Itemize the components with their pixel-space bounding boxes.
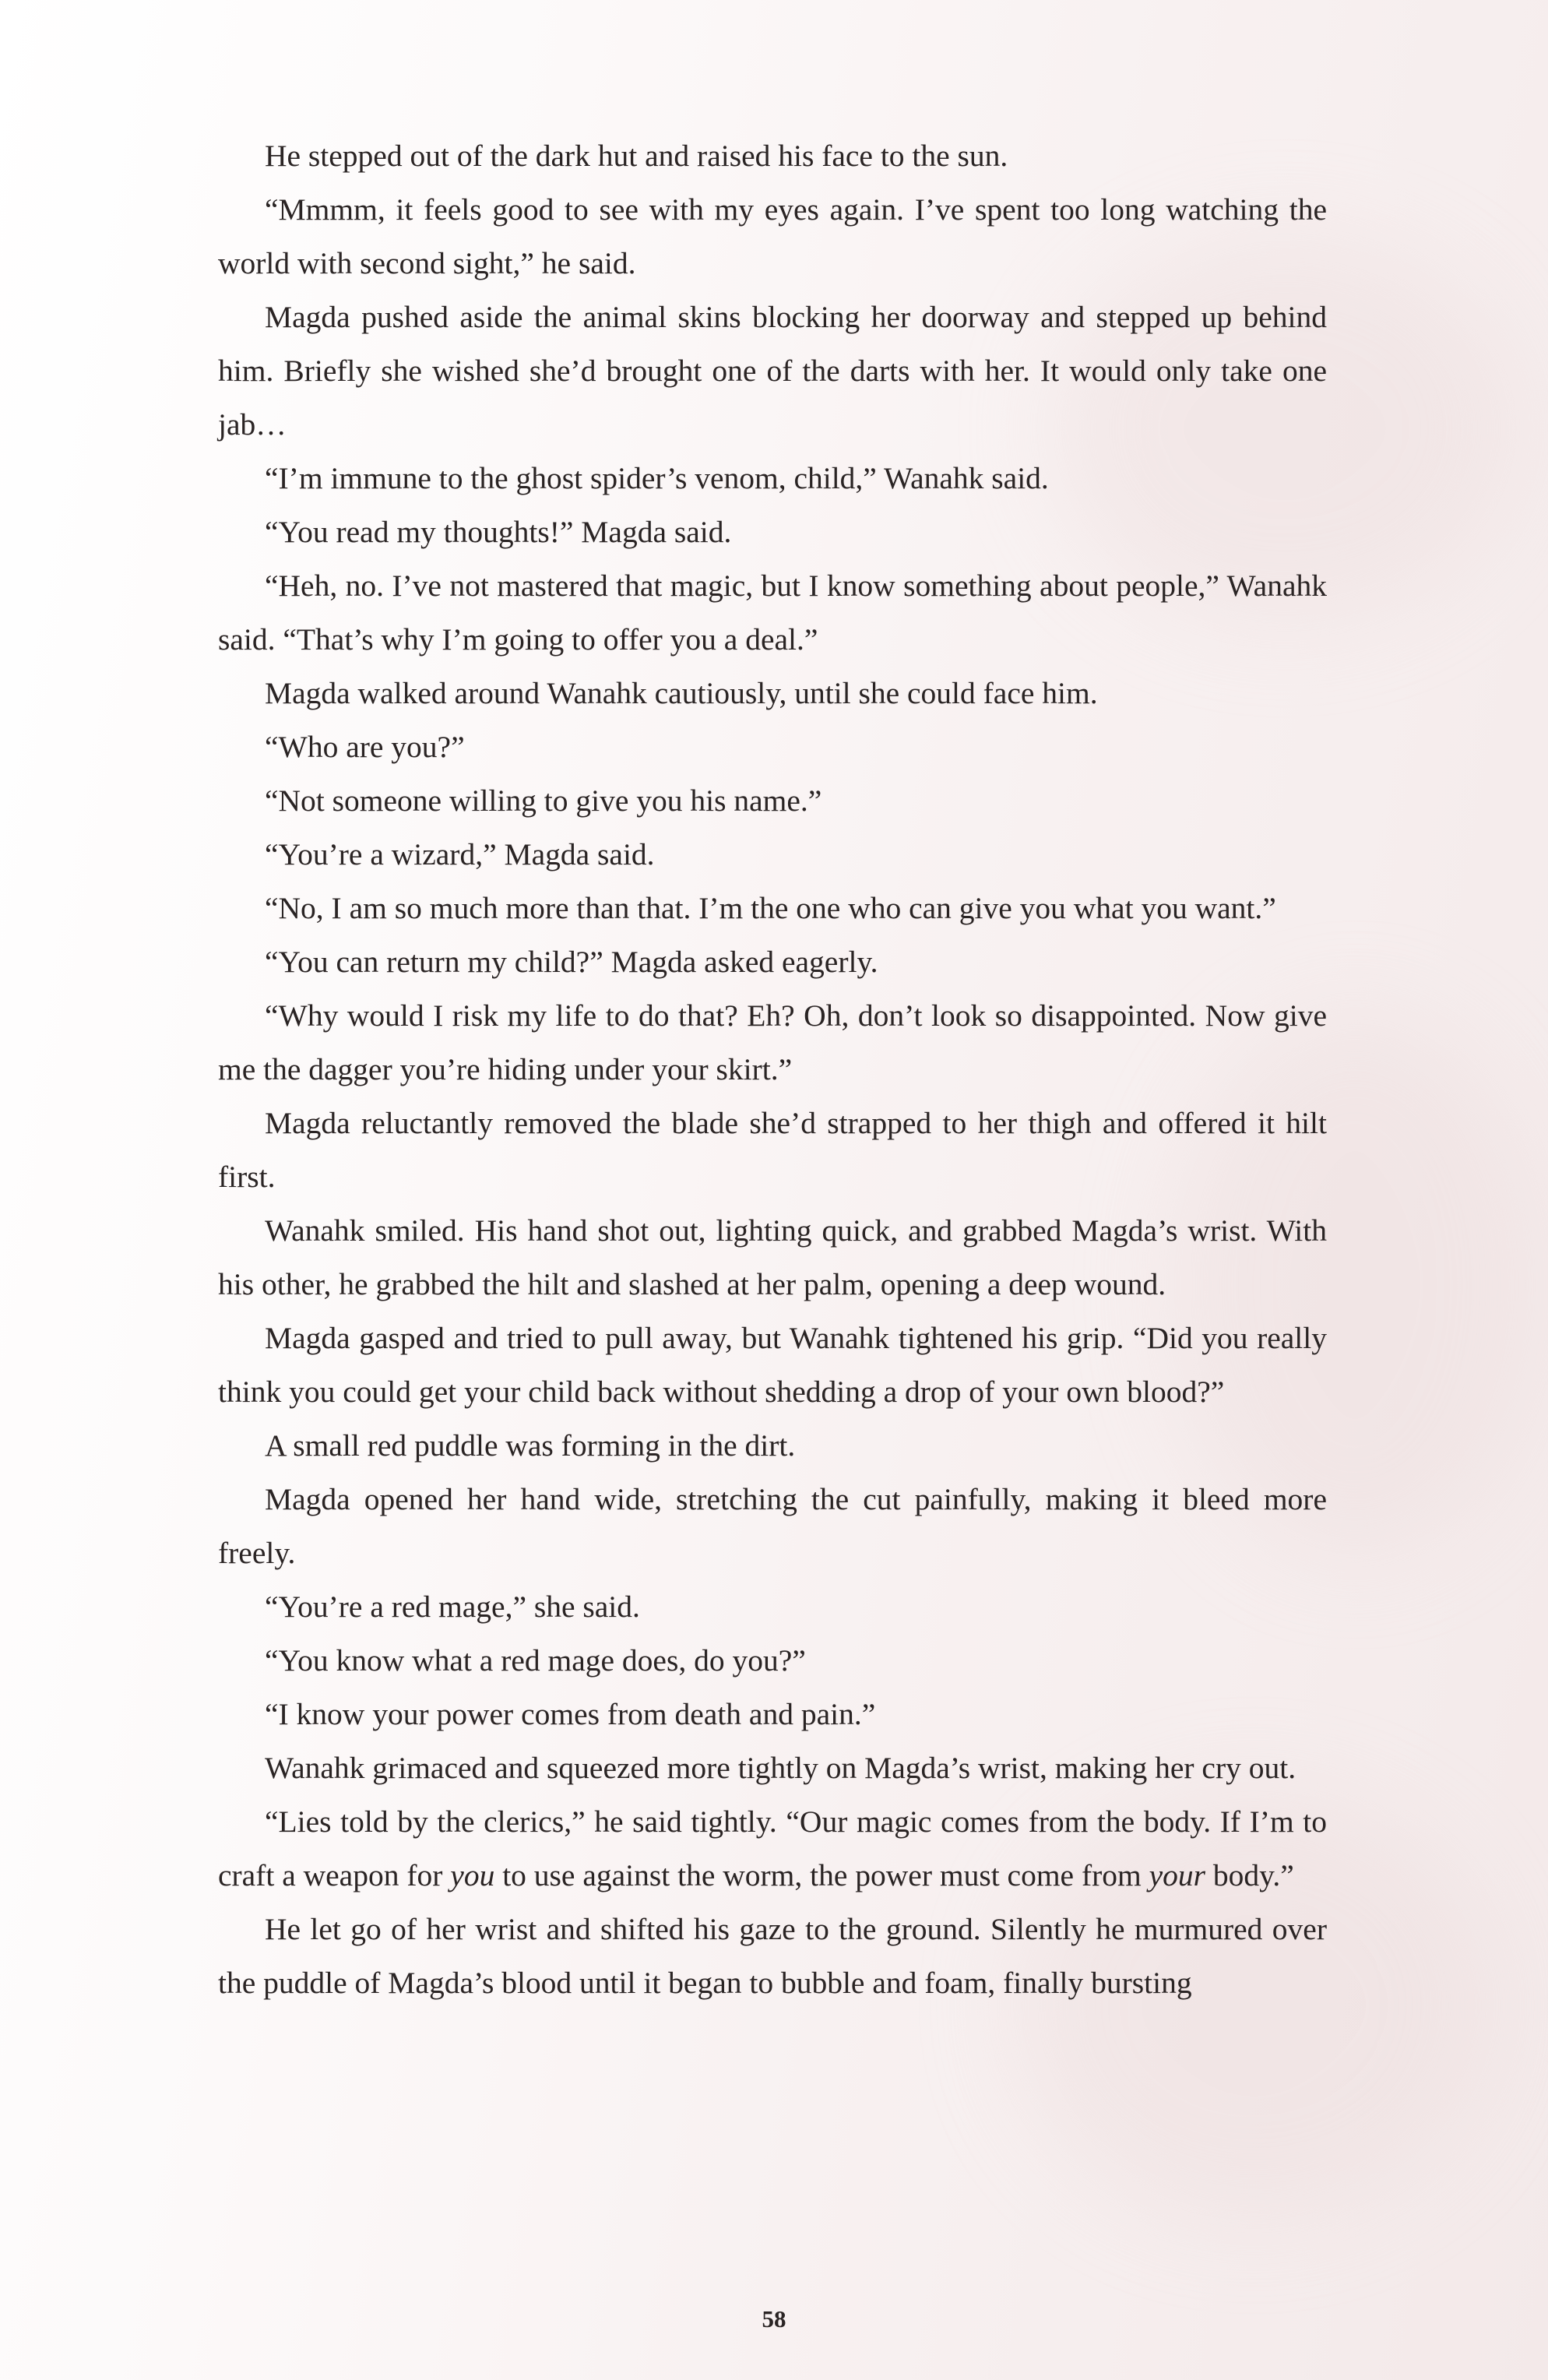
body-text <box>218 129 1327 2010</box>
paragraph: “You can return my child?” Magda asked eagerly. <box>265 945 878 979</box>
paragraph-text: “Lies told by the clerics,” he said tightly. “Our magic comes from the body. If I’m to craft a weapon for <box>218 1804 1327 1892</box>
paragraph: “Not someone willing to give you his name.” <box>265 783 822 818</box>
paragraph: “You know what a red mage does, do you?” <box>265 1643 806 1678</box>
paragraph: “You’re a red mage,” she said. <box>265 1590 640 1624</box>
page-number: 58 <box>762 2305 786 2332</box>
paragraph: “Why would I risk my life to do that? Eh? Oh, don’t look so disappointed. Now give me the dagger you’re hiding under your skirt.” <box>218 998 1327 1086</box>
emphasis-text: your <box>1149 1858 1206 1892</box>
paragraph: He stepped out of the dark hut and raised his face to the sun. <box>265 139 1008 173</box>
paragraph: “Heh, no. I’ve not mastered that magic, but I know something about people,” Wanahk said. “That’s why I’m going to offer you a deal.” <box>218 569 1327 657</box>
paragraph: Magda walked around Wanahk cautiously, until she could face him. <box>265 676 1098 710</box>
paragraph: “I’m immune to the ghost spider’s venom, child,” Wanahk said. <box>265 461 1049 495</box>
paragraph: “You read my thoughts!” Magda said. <box>265 515 732 549</box>
paragraph: “I know your power comes from death and pain.” <box>265 1697 876 1731</box>
emphasis-text: you <box>450 1858 495 1892</box>
paragraph: A small red puddle was forming in the dirt. <box>265 1428 796 1463</box>
paragraph: “Who are you?” <box>265 730 465 764</box>
paragraph: “No, I am so much more than that. I’m the one who can give you what you want.” <box>265 891 1276 925</box>
paragraph: Magda reluctantly removed the blade she’d strapped to her thigh and offered it hilt first. <box>218 1106 1327 1194</box>
paragraph-text: body.” <box>1205 1858 1294 1892</box>
paragraph: “Mmmm, it feels good to see with my eyes again. I’ve spent too long watching the world with second sight,” he said. <box>218 192 1327 280</box>
paragraph: He let go of her wrist and shifted his gaze to the ground. Silently he murmured over the puddle of Magda’s blood until it began to bubble and foam, finally bursting <box>218 1912 1327 2000</box>
paragraph-text: to use against the worm, the power must come from <box>494 1858 1149 1892</box>
paragraph: “You’re a wizard,” Magda said. <box>265 837 655 871</box>
paragraph: Magda opened her hand wide, stretching the cut painfully, making it bleed more freely. <box>218 1482 1327 1570</box>
paragraph: Wanahk smiled. His hand shot out, lighting quick, and grabbed Magda’s wrist. With his other, he grabbed the hilt and slashed at her palm, opening a deep wound. <box>218 1213 1327 1301</box>
paragraph: Magda pushed aside the animal skins blocking her doorway and stepped up behind him. Briefly she wished she’d brought one of the darts with her. It would only take one jab… <box>218 300 1327 442</box>
paragraph: Wanahk grimaced and squeezed more tightly on Magda’s wrist, making her cry out. <box>265 1751 1296 1785</box>
paragraph <box>218 1795 1327 1903</box>
paragraph: Magda gasped and tried to pull away, but Wanahk tightened his grip. “Did you really think you could get your child back without shedding a drop of your own blood?” <box>218 1321 1327 1409</box>
